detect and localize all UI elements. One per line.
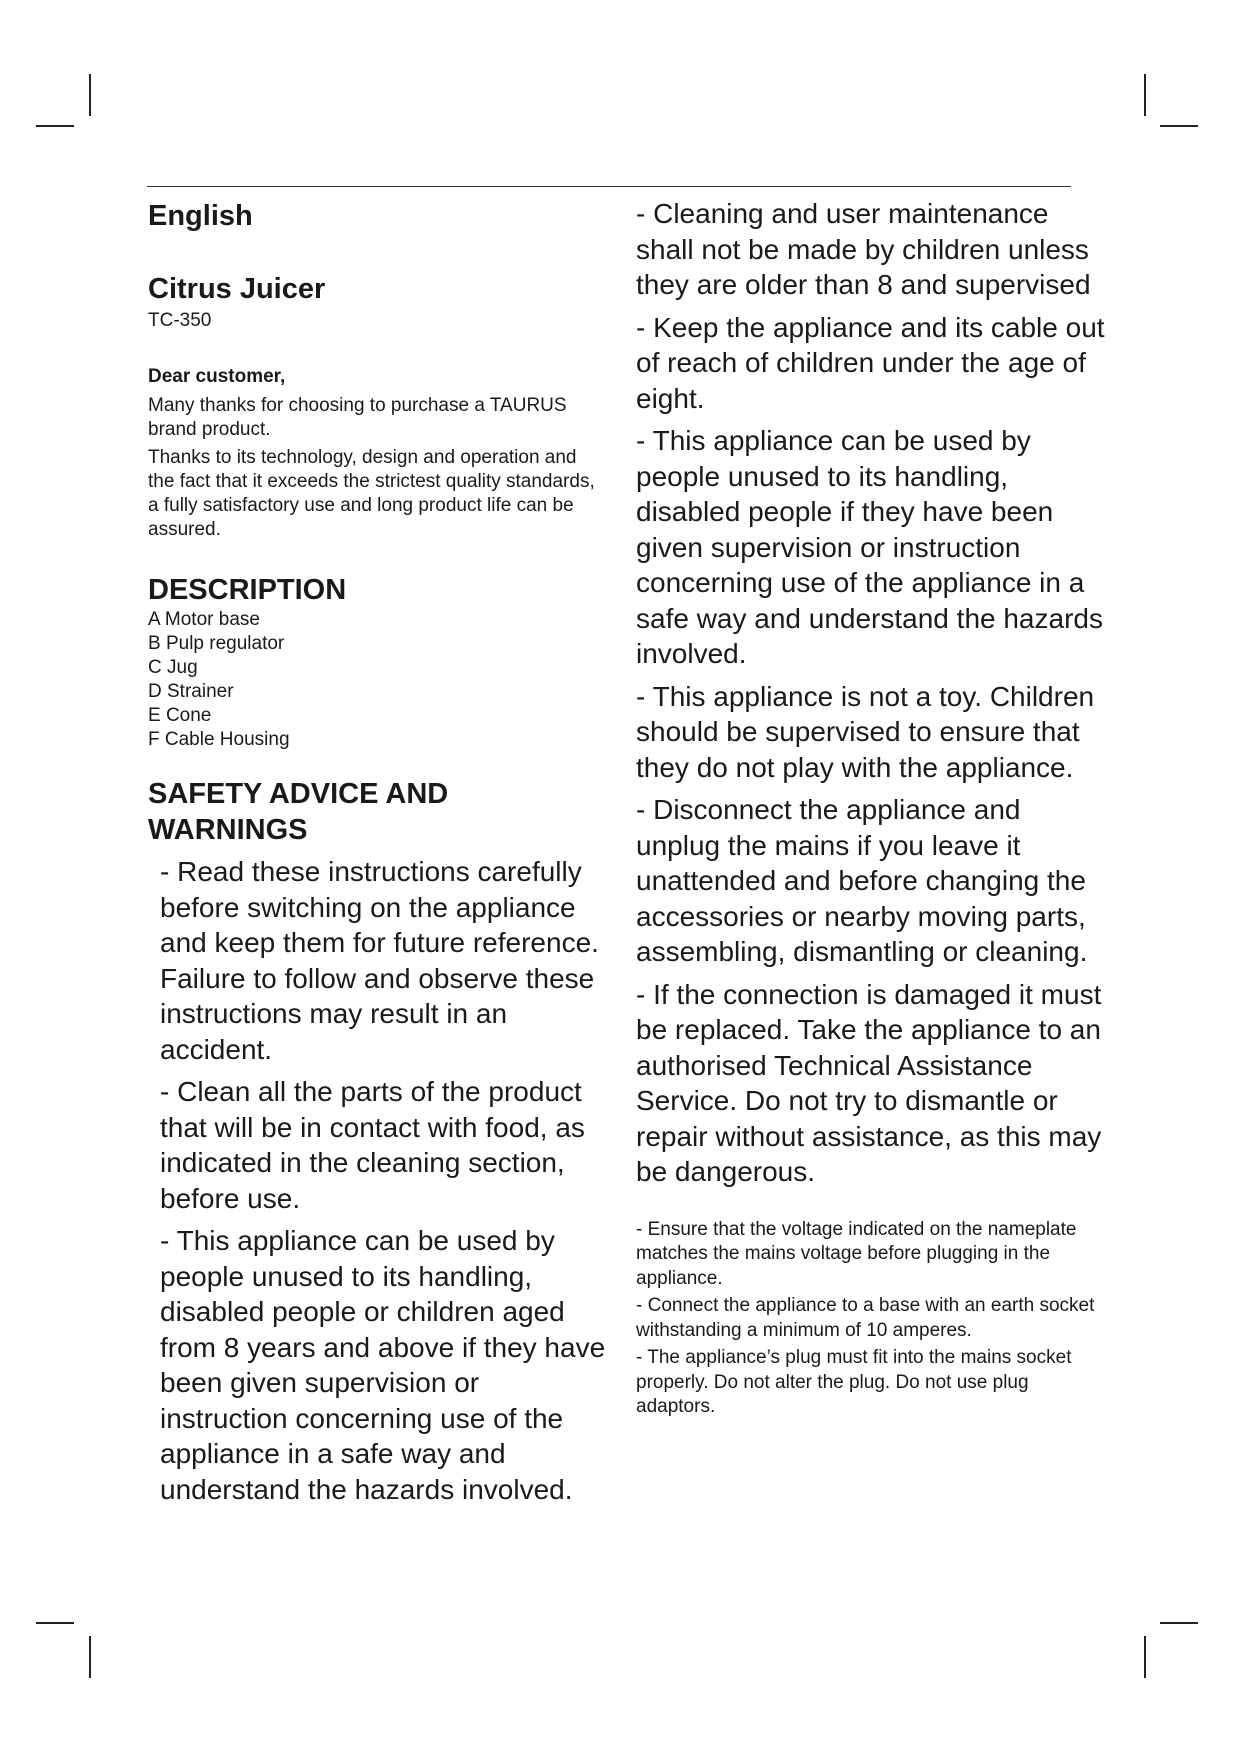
left-column [148,196,608,1514]
header-rule [147,186,1071,187]
crop-mark-bottom-left-v [89,1636,91,1678]
description-list [148,608,608,752]
safety-title: SAFETY ADVICE AND WARNINGS [148,778,449,846]
safety-item: - Keep the appliance and its cable out of reach of children under the age of eight. [636,311,1105,414]
description-item: F Cable Housing [148,729,290,750]
intro-paragraph: Thanks to its technology, design and operation and the fact that it exceeds the strictest quality standards, a fully satisfactory use and long product life can be assured. [148,447,595,540]
safety-list-left [148,854,608,1507]
electrical-warning-item: - The appliance’s plug must fit into the mains socket properly. Do not alter the plug. Do not use plug adaptors. [636,1347,1072,1417]
crop-mark-top-right-v [1144,74,1146,116]
safety-item: - This appliance can be used by people unused to its handling, disabled people if they have been given supervision or instruction concerning use of the appliance in a safe way and understand the hazards involved. [636,425,1103,669]
crop-mark-bottom-left-h [36,1622,74,1624]
description-item: E Cone [148,705,212,726]
greeting: Dear customer, [148,366,286,387]
model-number: TC-350 [148,310,212,331]
electrical-warnings [636,1218,1106,1420]
crop-mark-bottom-right-h [1160,1622,1198,1624]
description-item: A Motor base [148,609,260,630]
crop-mark-top-right-h [1160,125,1198,127]
safety-item: - Clean all the parts of the product that will be in contact with food, as indicated in the cleaning section, before use. [160,1076,585,1214]
safety-list-right [636,196,1106,1190]
safety-item: - Cleaning and user maintenance shall not be made by children unless they are older than 8 and supervised [636,198,1091,300]
right-column [636,196,1106,1423]
description-title: DESCRIPTION [148,574,347,606]
description-item: D Strainer [148,681,234,702]
electrical-warning-item: - Ensure that the voltage indicated on the nameplate matches the mains voltage before plugging in the appliance. [636,1218,1077,1289]
product-title: Citrus Juicer [148,273,326,305]
safety-item: - This appliance can be used by people unused to its handling, disabled people or children aged from 8 years and above if they have been given supervision or instruction concerning use of the appliance in a safe way and understand the hazards involved. [160,1225,606,1505]
safety-item: - Disconnect the appliance and unplug the mains if you leave it unattended and before changing the accessories or nearby moving parts, assembling, dismantling or cleaning. [636,794,1088,967]
electrical-warning-item: - Connect the appliance to a base with an earth socket withstanding a minimum of 10 amperes. [636,1295,1095,1341]
safety-item: - If the connection is damaged it must be replaced. Take the appliance to an authorised Technical Assistance Service. Do not try to dismantle or repair without assistance, as this may be dangerous. [636,978,1102,1187]
crop-mark-bottom-right-v [1144,1636,1146,1678]
description-item: B Pulp regulator [148,633,285,654]
safety-item: - This appliance is not a toy. Children should be supervised to ensure that they do not play with the appliance. [636,680,1095,783]
crop-mark-top-left-h [36,125,74,127]
crop-mark-top-left-v [89,74,91,116]
intro-paragraph: Many thanks for choosing to purchase a TAURUS brand product. [148,395,567,440]
safety-item: - Read these instructions carefully before switching on the appliance and keep them for future reference. Failure to follow and observe these instructions may result in an accident. [160,856,599,1065]
description-item: C Jug [148,657,198,678]
language-heading: English [148,200,253,232]
